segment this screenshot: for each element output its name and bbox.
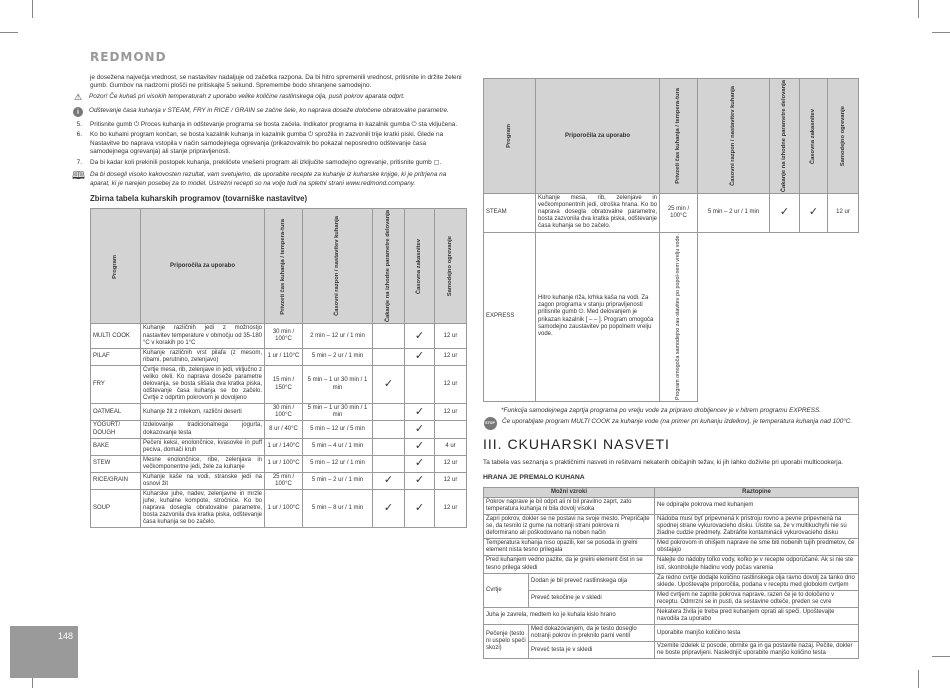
header-default: Privzeti čas kuhanja / tempera-tura: [660, 79, 698, 194]
cell-default: 1 ur / 100°C: [265, 455, 303, 472]
table-row: [91, 438, 467, 455]
subheading: HRANA JE PREMALO KUHANA: [483, 473, 585, 481]
cell-keep-warm: 12 ur: [435, 455, 467, 472]
cell-program: PILAF: [91, 348, 141, 365]
cell-range: 5 min – 12 ur / 5 min: [303, 421, 373, 438]
table-row: Zapri pokrov, dokler se ne postavi na svoje mesto. Prepričajte se, da tesnilo iz gume na notranji strani pokrova ni deformirano ali poškodovano na noben način Nádoba musí byť pripevnená k pristroju rovno a pevne pripevnená na spodnej strane vykurovacieho disku. Uistite sa, že v multikuchyňi nie sú žiadne cudzie predmety. Zabráňte kontaminácii vykurovacieho disku: [484, 515, 859, 539]
cell-range: 5 min – 4 ur / 1 min: [303, 438, 373, 455]
table-row: [91, 421, 467, 438]
check-icon: ✓: [373, 490, 405, 528]
row-group-label: Cvrtje: [484, 573, 529, 607]
cell-default: 1 ur / 100°C: [265, 490, 303, 528]
step-number: 7.: [76, 158, 82, 166]
table-row: [484, 232, 859, 401]
cell-recommendation: Kuhanje žit z mlekom, različni deserti: [141, 404, 265, 421]
check-icon: ✓: [770, 194, 800, 232]
check-icon: [405, 365, 435, 403]
cell-default: 1 ur / 140°C: [265, 438, 303, 455]
cell-default: 30 min / 100°C: [265, 324, 303, 348]
table-row: [91, 472, 467, 489]
cell-recommendation: Mesne enolončnice, ribe, zelenjava in večkomponentne jedi, žele za kuhanje: [141, 455, 265, 472]
table-row: [91, 324, 467, 348]
program-table-continued: [483, 78, 859, 402]
book-icon: 🕮: [72, 170, 85, 183]
cell-keep-warm: 12 ur: [435, 324, 467, 348]
cell-recommendation: Cvrtje mesa, rib, zelenjave in jedi, vključno z veliko oleli. Ko naprava doseže parametre delovanja, se bosta slišala dva kratka piska, odštevanje časa kuhanja se bo začelo. Cvrtje z odprtim pokrovom je dovoljeno: [141, 365, 265, 403]
step-number: 6.: [76, 131, 82, 139]
table-row: [91, 404, 467, 421]
cell-range: 5 min – 2 ur / 1 min: [303, 348, 373, 365]
header-delay: Časovna zakasnitev: [405, 209, 435, 324]
table-title: Zbirna tabela kuharskih programov (tovarniške nastavitve): [90, 194, 308, 204]
check-icon: [373, 348, 405, 365]
cell-program: STEAM: [484, 194, 536, 232]
cell-keep-warm: 12 ur: [828, 194, 859, 232]
book-note: [72, 171, 466, 188]
crop-mark: [932, 32, 950, 33]
footnote: *Funkcija samodejnega zaprtja programa po vrelju vode za pripravo drobljencev je v hitrem programu EXPRESS.: [501, 406, 822, 414]
section-title: III. CKUHARSKI NASVETI: [483, 435, 670, 452]
crop-mark: [918, 670, 919, 688]
step-text: Ko bo kuhalni program končan, se bosta kazalnik kuhanja in kazalnik gumba ⏻ sprožila in zazvonili trije kratki piski. Glede na Nastavitve bo naprava vstopila v način samodejnega ogrevanja (prikazovalnik bo pokazal neposredno odštevanje časa samodejnega ogrevanja) ali stanje pripravljenosti.: [90, 131, 444, 156]
check-icon: [373, 438, 405, 455]
cell-recommendation: Hitro kuhanje riža, krhka kaša na vodi. Za zagon programa v stanju pripravljenosti pritisnite gumb ⏻. Med delovanjem je prikazan kazalnik [ – – ]. Program omogoča samodejno zaustavitev po popolnem vrelju vode.: [536, 232, 660, 401]
table-row: [91, 348, 467, 365]
cell-recommendation: Kuharske juhe, nadev, zelenjavne in mrzle juhe, kuhalne kompote, stročnice. Ko bo naprava dosegla obratovalne parametre, bosta zazvonila dva kratka piska, odštevanje časa kuhanja se bo začelo.: [141, 490, 265, 528]
crop-mark: [32, 0, 33, 18]
check-icon: ✓: [405, 490, 435, 528]
check-icon: ✓: [405, 438, 435, 455]
page-number: 148: [58, 631, 74, 641]
cell-range: 5 min – 2 ur / 1 min: [303, 472, 373, 489]
check-icon: ✓: [405, 348, 435, 365]
header-recommendation: Priporočila za uporabo: [141, 209, 265, 324]
tips-table: [483, 487, 859, 660]
cell-range: 5 min – 2 ur / 1 min: [698, 194, 770, 232]
steps-list: [72, 121, 466, 167]
header-program: Program: [91, 209, 141, 324]
header-recommendation: Priporočila za uporabo: [536, 79, 660, 194]
step-text: Da bi kadar koli prekinili postopek kuhanja, prekličete vnešeni program ali izključite samodejno ogrevanje, pritisnite gumb ▢.: [90, 158, 442, 166]
table-row: [484, 194, 859, 232]
crop-mark: [0, 32, 18, 33]
cell-default: 30 min / 100°C: [265, 404, 303, 421]
cell-default: 15 min / 150°C: [265, 365, 303, 403]
cell-default: 8 ur / 40°C: [265, 421, 303, 438]
cell-program: MULTI COOK: [91, 324, 141, 348]
cell-recommendation: Pečeni keksi, enolončnice, kvasovke in puff peciva, domači kruh: [141, 438, 265, 455]
table-row: Pred kuhanjem vedno pazite, da je grelni element čist in se tesno prilega skledi Nalejte do nádoby toľko vody, koľko je v recepte odporúčané. Ak si nie ste istí, skontrolujte hladinu vody počas varenia: [484, 556, 859, 573]
cell-program: STEW: [91, 455, 141, 472]
warning-note: [72, 93, 466, 104]
header-default: Privzeti čas kuhanja / tempera-tura: [265, 209, 303, 324]
cell-program: YOGURT/ DOUGH: [91, 421, 141, 438]
header-delay: Časovna zakasnitev: [800, 79, 828, 194]
crop-mark: [918, 0, 919, 18]
cell-default: 1 ur / 110°C: [265, 348, 303, 365]
list-item: [72, 131, 466, 156]
cell-keep-warm: 4 ur: [435, 438, 467, 455]
check-icon: ✓: [800, 194, 828, 232]
header-wait: Čakanje na izhodne parametre delovanja: [770, 79, 800, 194]
cell-program: SOUP: [91, 490, 141, 528]
cell-recommendation: Kuhanje kaše na vodi, stranske jedi na osnovi žit: [141, 472, 265, 489]
check-icon: ✓: [405, 472, 435, 489]
cell-empty: [698, 232, 859, 401]
header-wait: Čakanje na izhodne parametre delovanja: [373, 209, 405, 324]
table-row: Preveč testa je v skledi Vzemite izdelek iz posode, obrnite ga in ga postavite nazaj. Pečite, dokler ne boste pripravljeni. Naslednjič uporabite manjšo količino testa: [484, 642, 859, 659]
cell-merged-note: Program omogoča samodejno zau-stavitev po popol-nem vrelju vode.: [660, 232, 698, 401]
check-icon: ✓: [373, 472, 405, 489]
intro-text: je dosežena največja vrednost, se nastavitev nadaljuje od začetka razpona. Da bi hitro spremenili vrednost, pritisnite in držite želeni gumb. Gumbov na nadzorni plošči ne pritiskajte 5 sekund. Spremembe bodo shranjene samodejno.: [90, 74, 462, 90]
warning-icon: ⚠: [73, 92, 83, 103]
info-note: [72, 107, 466, 118]
step-number: 5.: [76, 120, 82, 128]
header-keep-warm: Samodejno ogrevanje: [828, 79, 859, 194]
cell-range: 5 min – 1 ur 30 min / 1 min: [303, 365, 373, 403]
cell-program: EXPRESS: [484, 232, 536, 401]
cell-default: 25 min / 100°C: [660, 194, 698, 232]
book-note-text: Da bi dosegli visoko kakovosten rezultat, vam svetujemo, da uporabite recepte za kuhanje iz kuharske knjige, ki je pritrjena na aparat, ki je narejen posebej za to model. Ustrezni recepti so na voljo tudi na spletni strani www.redmond.company.: [89, 171, 447, 187]
cell-keep-warm: [435, 421, 467, 438]
cell-program: BAKE: [91, 438, 141, 455]
cell-keep-warm: 12 ur: [435, 490, 467, 528]
brand-logo: REDMOND: [90, 50, 167, 64]
check-icon: ✓: [373, 365, 405, 403]
info-text: Odštevanje časa kuhanja v STEAM, FRY in RICE / GRAIN se začne šele, ko naprava doseže določene obratovalne parametre.: [89, 106, 449, 114]
table-row: [91, 365, 467, 403]
check-icon: [373, 455, 405, 472]
table-row: Preveč tekočine je v skledi Med cvrtjem ne zaprite pokrova naprave, razen če je to določeno v receptu. Odmrzni se in pusti, da sestavine odteče, preden se cvre: [484, 590, 859, 607]
left-column: [72, 74, 466, 528]
warning-text: Pozor! Če kuhaš pri visokih temperaturah z uporabo velike količine rastlinskega olja, pusti pokrov aparata odprt.: [89, 92, 405, 100]
check-icon: ✓: [405, 404, 435, 421]
stop-note: [483, 418, 858, 429]
check-icon: ✓: [405, 421, 435, 438]
cell-keep-warm: 12 ur: [435, 404, 467, 421]
header-causes: Možni vzroki: [484, 487, 655, 497]
cell-range: 2 min – 12 ur / 1 min: [303, 324, 373, 348]
header-keep-warm: Samodejno ogrevanje: [435, 209, 467, 324]
header-program: Program: [484, 79, 536, 194]
cell-recommendation: Kuhanje mesa, rib, zelenjave in večkomponentnih jedi, otroška hrana. Ko bo naprava dosegla obratovalne parametre, bosta zazvonila dva kratka piska, odštevanje časa kuhanja se bo začelo.: [536, 194, 660, 232]
info-icon: i: [73, 107, 83, 117]
section-intro: Ta tabela vas seznanja s praktičnimi nasveti in rešitvami nekaterih običajnih težav, ki jih lahko doživite pri uporabi multicookerja.: [483, 459, 844, 467]
cell-recommendation: Kuhanje različnih jedi z možnostjo nastavitev temperature v območju od 35-180 °C v korakih po 1°C: [141, 324, 265, 348]
list-item: [72, 121, 466, 129]
cell-keep-warm: 12 ur: [435, 472, 467, 489]
program-table: [90, 208, 467, 528]
right-column: [483, 78, 858, 659]
row-group-label: Pečenje (testo ni uspelo speči skozi): [484, 625, 529, 659]
cell-range: 5 min – 1 ur 30 min / 1 min: [303, 404, 373, 421]
table-row: Pečenje (testo ni uspelo speči skozi) Med dokazovanjem, da je testo doseglo notranji pokrov in preknilo parni ventil Uporabite manjšo količino testa: [484, 625, 859, 642]
list-item: [72, 159, 466, 167]
cell-program: FRY: [91, 365, 141, 403]
stop-note-text: Če uporabljate program MULTI COOK za kuhanje vode (na primer pri kuhanju izdelkov), je temperatura kuhanja nad 100°C.: [502, 417, 853, 425]
check-icon: [373, 324, 405, 348]
header-range: Časovni razpon / nastavitev kuhanja: [303, 209, 373, 324]
check-icon: [373, 404, 405, 421]
header-range: Časovni razpon / nastavitev kuhanja: [698, 79, 770, 194]
table-row: Temperatura kuhanja niso opazili, ker se posoda in grelni element nista tesno prilegala Med pokrovom in ohišjem naprave ne sme biti nobenih tujih predmetov, če obstajajo: [484, 539, 859, 556]
cell-program: RICE/GRAIN: [91, 472, 141, 489]
check-icon: ✓: [405, 455, 435, 472]
cell-keep-warm: 12 ur: [435, 348, 467, 365]
table-row: Cvrtje Dodan je bil preveč rastlinskega olja Za redno cvrtje dodajte količino rastlinskega olja ravno dovolj za tanko dno sklede. Upoštevajte priporočila, podana v receptu med globokim cvrtjem: [484, 573, 859, 590]
cell-recommendation: Kuhanje različnih vrst pilafa (z mesom, ribami, perutnino, zelenjavo): [141, 348, 265, 365]
table-row: Pokrov naprave je bil odprt ali ni bil pravilno zaprt, zato temperatura kuhanja ni bila dovolj visoka Ne odpirajte pokrova med kuhanjem: [484, 497, 859, 514]
check-icon: ✓: [405, 324, 435, 348]
cell-recommendation: Izdelovanje tradicionalnega jogurta, dokazovanje testa: [141, 421, 265, 438]
step-text: Pritisnite gumb ⏻ Proces kuhanja in odštevanje programa se bosta začela. Indikator programa in kazalnik gumba ⏻ sta vključena.: [90, 120, 458, 128]
cell-range: 5 min – 12 ur / 1 min: [303, 455, 373, 472]
cell-keep-warm: 12 ur: [435, 365, 467, 403]
header-solutions: Raztopine: [655, 487, 859, 497]
cell-program: OATMEAL: [91, 404, 141, 421]
crop-mark: [932, 656, 950, 657]
table-row: [91, 455, 467, 472]
stop-icon: STOP: [484, 417, 497, 430]
table-row: Juha je zavrela, medtem ko je kuhala kislo hrano Nekatera živila je treba pred kuhanjem oprati ali speči. Upoštevajte navodila za uporabo: [484, 607, 859, 624]
cell-default: 25 min / 100°C: [265, 472, 303, 489]
cell-range: 5 min – 8 ur / 1 min: [303, 490, 373, 528]
table-row: [91, 490, 467, 528]
check-icon: [373, 421, 405, 438]
